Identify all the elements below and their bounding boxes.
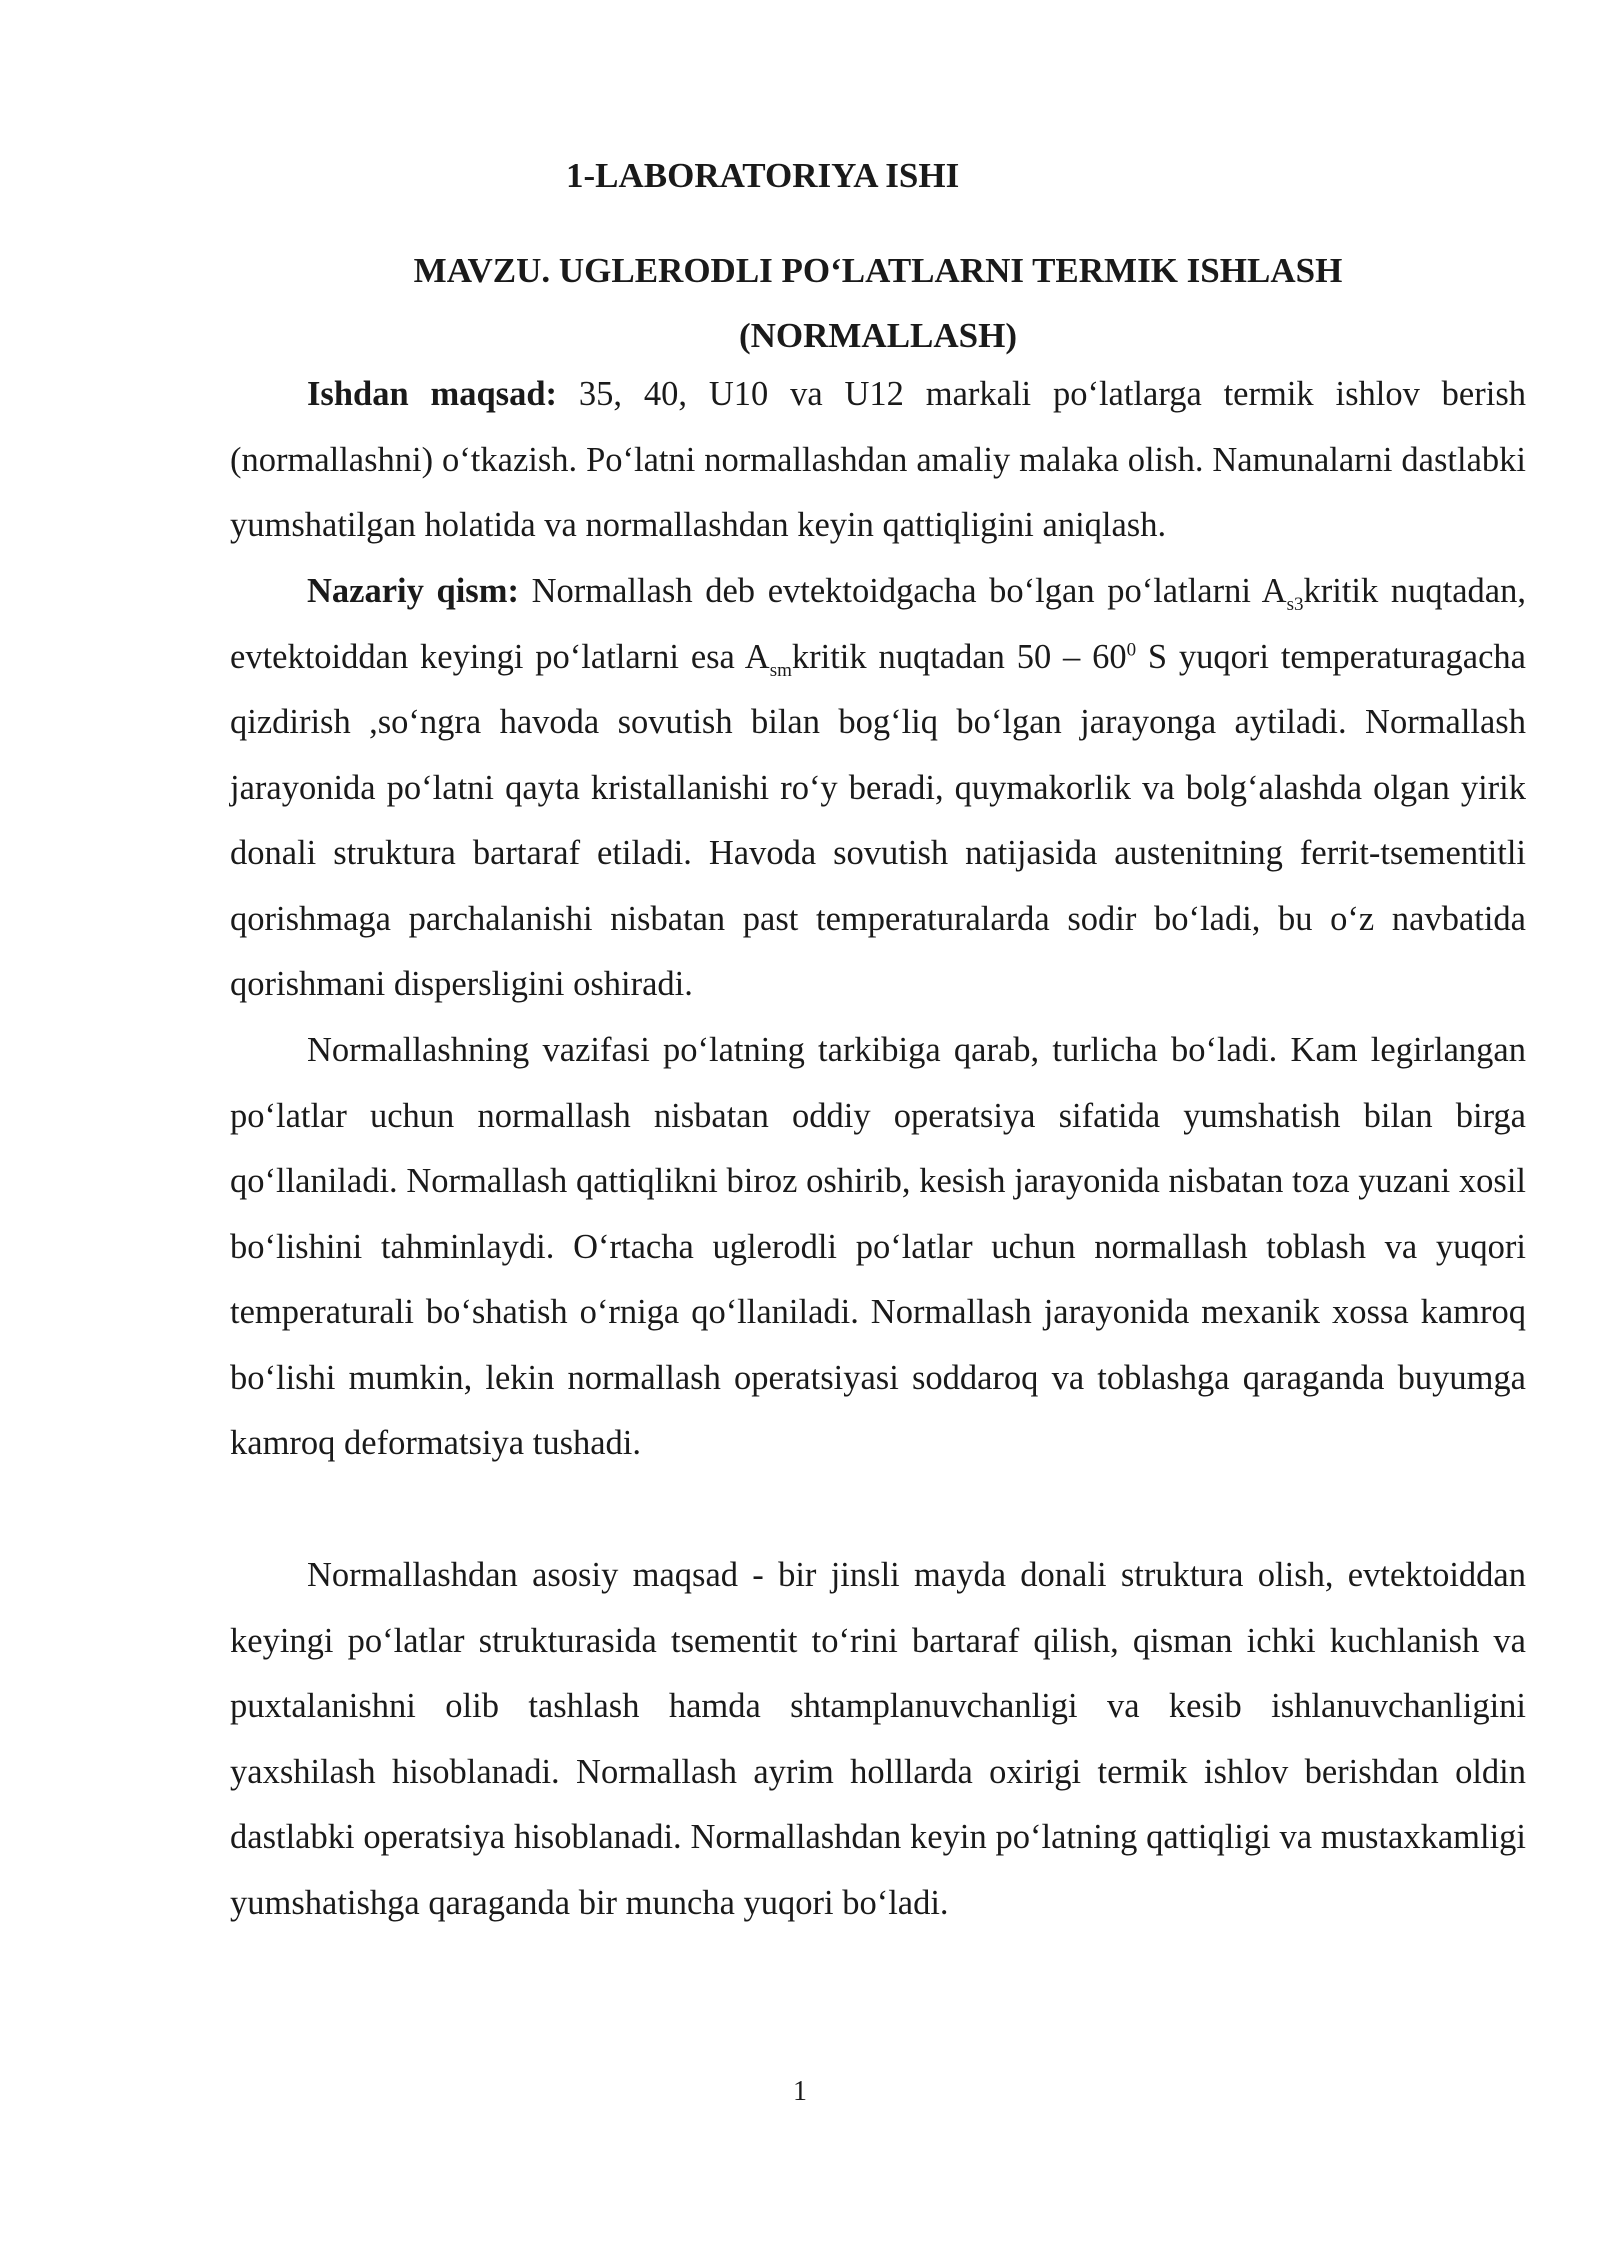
paragraph-purpose bbox=[230, 362, 1526, 559]
page-number: 1 bbox=[793, 2076, 807, 2107]
subscript-sm: sm bbox=[769, 659, 792, 681]
topic-title bbox=[230, 238, 1526, 368]
degree-superscript: 0 bbox=[1126, 639, 1137, 660]
topic-title-line-1: MAVZU. UGLERODLI PO‘LATLARNI TERMIK ISHLASH bbox=[413, 251, 1343, 290]
paragraph-main-goal: Normallashdan asosiy maqsad - bir jinsli mayda donali struktura olish, evtektoiddan keyingi po‘latlar strukturasida tsementit to‘rini bartaraf qilish, qisman ichki kuchlanish va puxtalanishni olib tashlash hamda shtamplanuvchanligi va kesib ishlanuvchanligini yaxshilash hisoblanadi. Normallash ayrim holllarda oxirigi termik ishlov berishdan oldin dastlabki operatsiya hisoblanadi. Normallashdan keyin po‘latning qattiqligi va mustaxkamligi yumshatishga qaraganda bir muncha yuqori bo‘ladi. bbox=[230, 1556, 1526, 1922]
lab-title: 1-LABORATORIYA ISHI bbox=[566, 156, 960, 195]
paragraph-theory bbox=[230, 559, 1526, 1018]
topic-title-line-2: (NORMALLASH) bbox=[738, 316, 1018, 355]
purpose-lead: Ishdan maqsad: bbox=[307, 375, 558, 413]
theory-text-3: kritik nuqtadan 50 – 60 bbox=[791, 637, 1127, 676]
subscript-s3: s3 bbox=[1286, 593, 1304, 615]
theory-text-1: Normallash deb evtektoidgacha bo‘lgan po‘latlarni A bbox=[518, 572, 1287, 610]
theory-text-4: S yuqori temperaturagacha qizdirish ,so‘ngra havoda sovutish bilan bog‘liq bo‘lgan jarayonga aytiladi. Normallash jarayonida po‘latni qayta kristallanishi ro‘y beradi, quymakorlik va bolg‘alashda olgan yirik donali struktura bartaraf etiladi. Havoda sovutish natijasida austenitning ferrit-tsementitli qorishmaga parchalanishi nisbatan past temperaturalarda sodir bo‘ladi, bu o‘z navbatida qorishmani dispersligini oshiradi. bbox=[230, 637, 1526, 1003]
theory-lead: Nazariy qism: bbox=[307, 572, 519, 610]
purpose-text: 35, 40, U10 va U12 markali po‘latlarga termik ishlov berish (normallashni) o‘tkazish. Po‘latni normallashdan amaliy malaka olish. Namunalarni dastlabki yumshatilgan holatida va normallashdan keyin qattiqligini aniqlash. bbox=[230, 375, 1526, 544]
theory-text-2: kritik nuqtadan, evtektoiddan keyingi po‘latlarni esa A bbox=[230, 572, 1526, 676]
paragraph-function: Normallashning vazifasi po‘latning tarkibiga qarab, turlicha bo‘ladi. Kam legirlangan po‘latlar uchun normallash nisbatan oddiy operatsiya sifatida yumshatish bilan birga qo‘llaniladi. Normallash qattiqlikni biroz oshirib, kesish jarayonida nisbatan toza yuzani xosil bo‘lishini tahminlaydi. O‘rtacha uglerodli po‘latlar uchun normallash toblash va yuqori temperaturali bo‘shatish o‘rniga qo‘llaniladi. Normallash jarayonida mexanik xossa kamroq bo‘lishi mumkin, lekin normallash operatsiyasi soddaroq va toblashga qaraganda buyumga kamroq deformatsiya tushadi. bbox=[230, 1031, 1526, 1462]
